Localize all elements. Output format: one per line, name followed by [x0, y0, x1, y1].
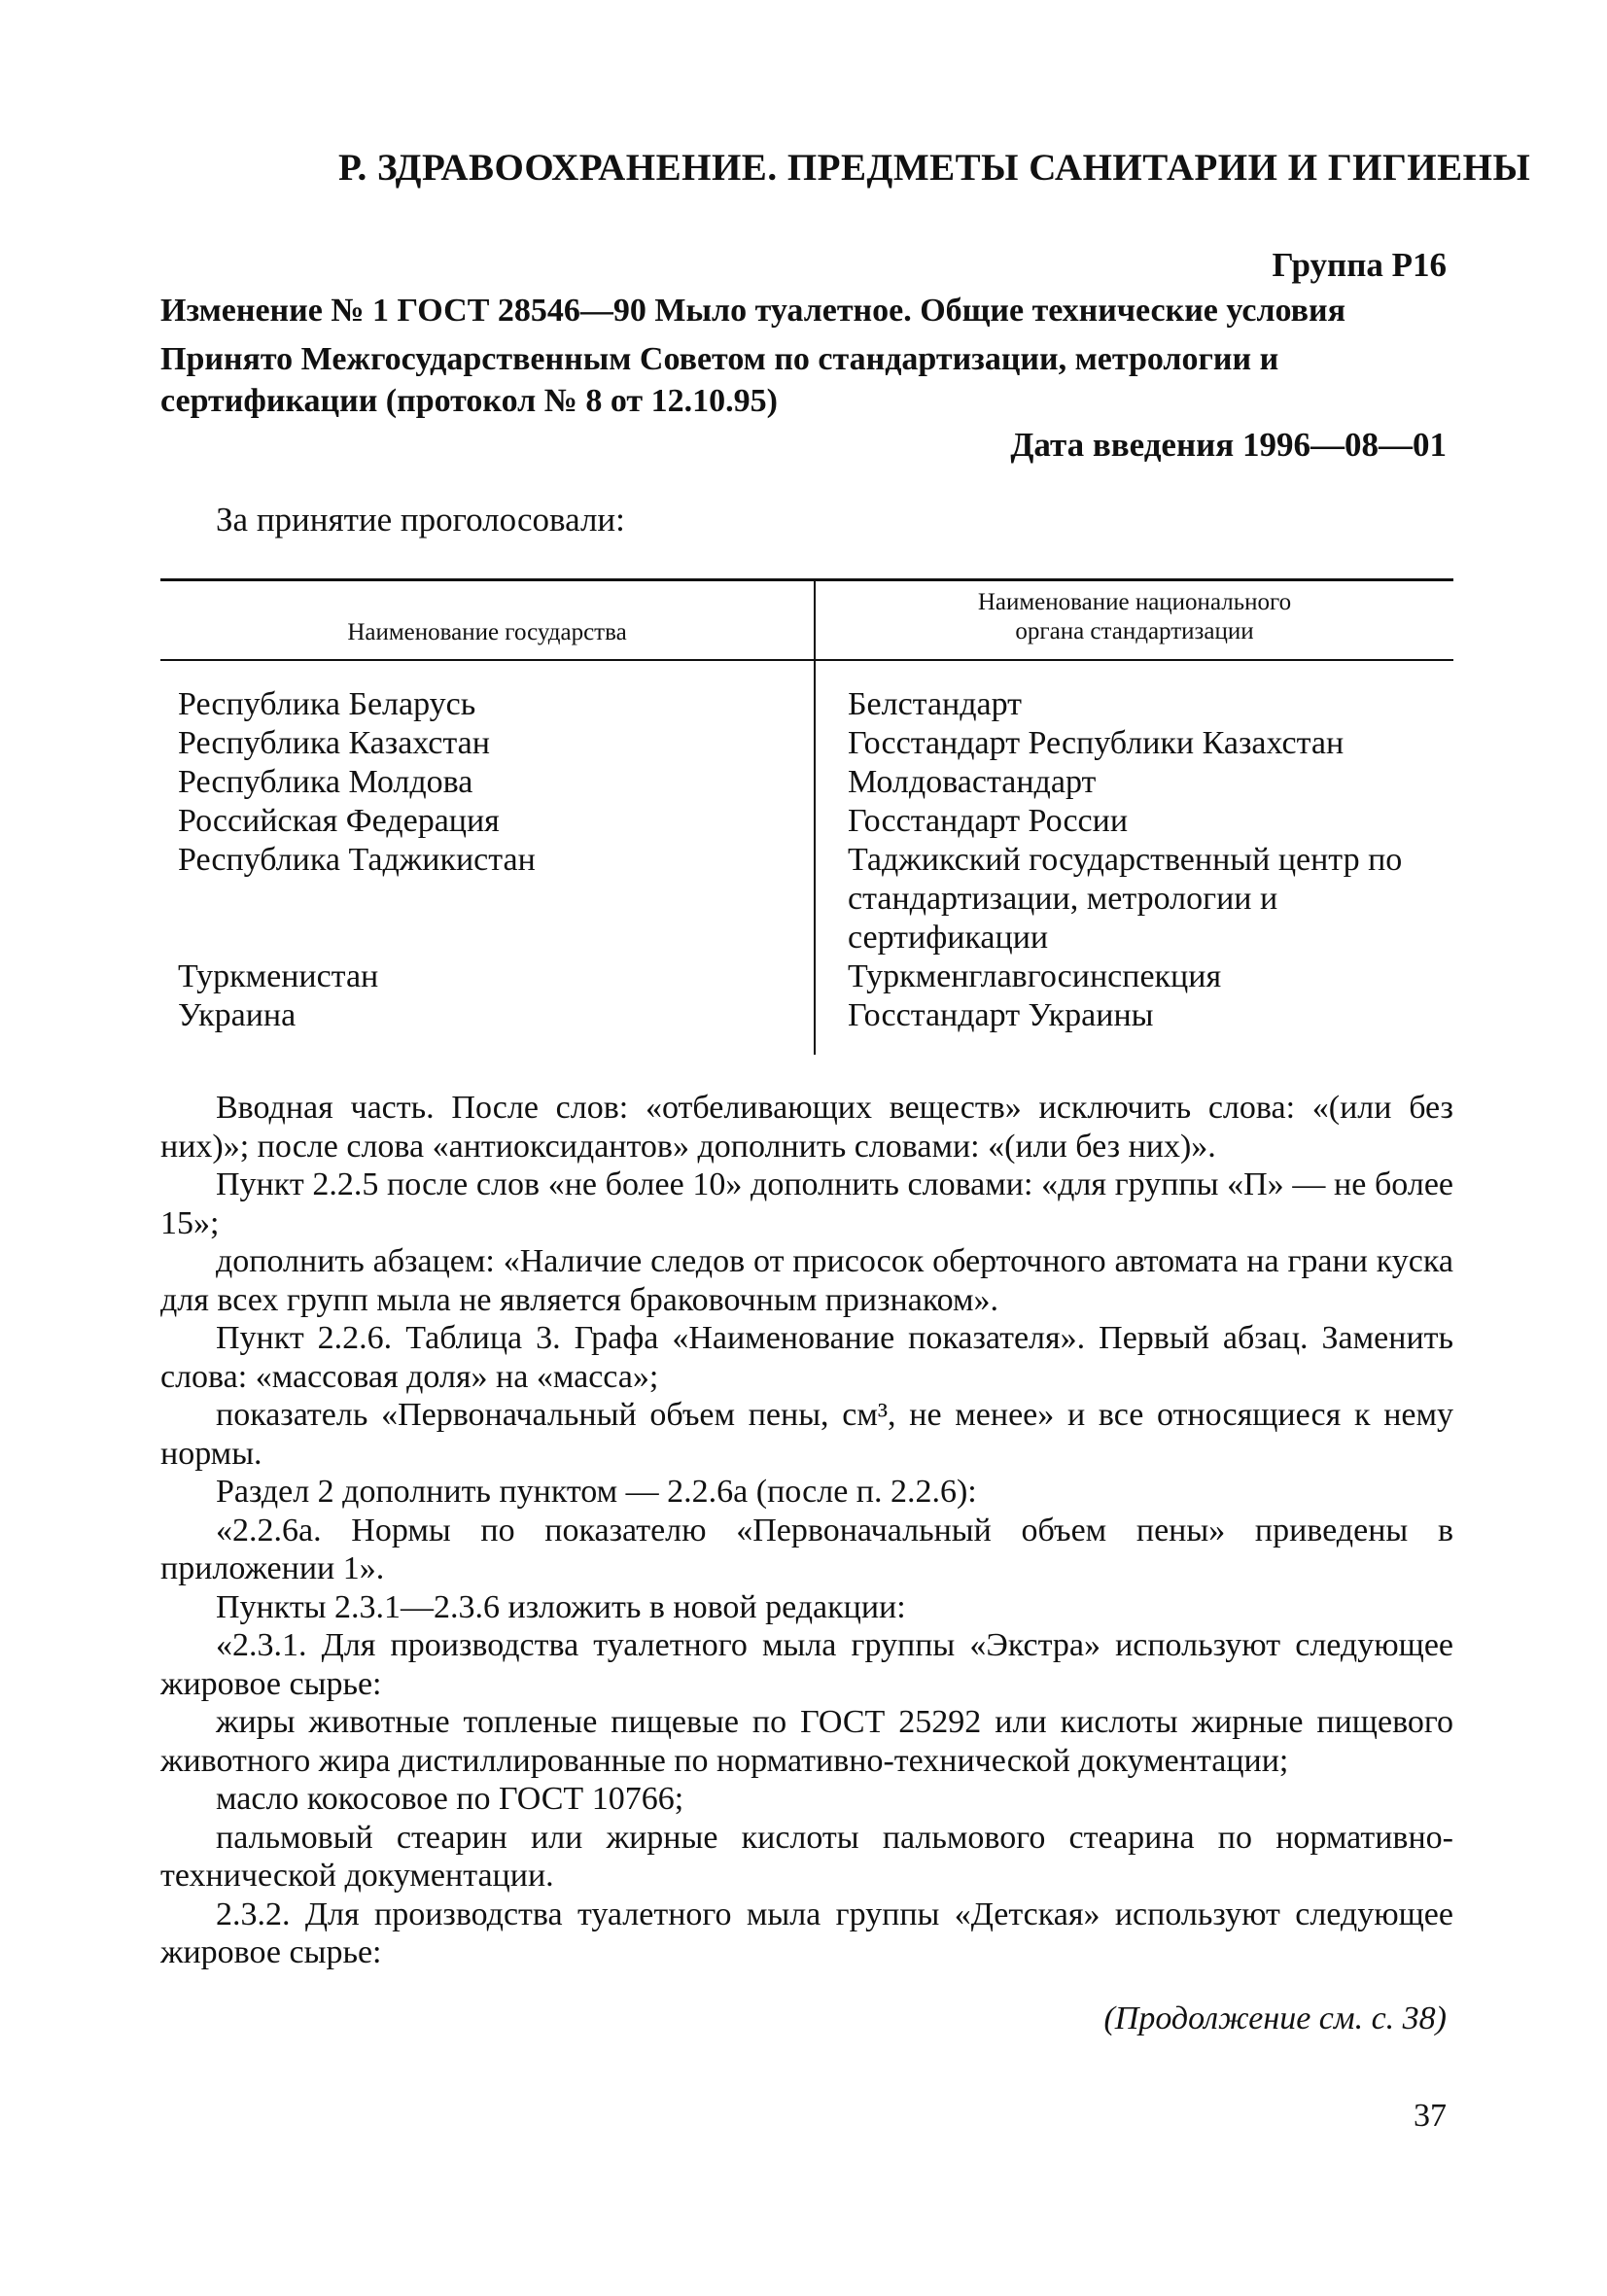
- paragraph: Раздел 2 дополнить пунктом — 2.2.6а (после п. 2.2.6):: [216, 1474, 977, 1510]
- adopted-statement: Принято Межгосударственным Советом по стандартизации, метрологии и сертификации (протокол № 8 от 12.10.95): [160, 341, 1279, 419]
- paragraph: показатель «Первоначальный объем пены, см³, не менее» и все относящиеся к нему нормы.: [160, 1397, 1453, 1472]
- body-cell: Таджикский государственный центр по стандартизации, метрологии и сертификации: [848, 842, 1403, 956]
- body-text: [160, 1089, 1453, 1972]
- continuation-note: (Продолжение см. с. 38): [1103, 2000, 1447, 2036]
- section-title: Р. ЗДРАВООХРАНЕНИЕ. ПРЕДМЕТЫ САНИТАРИИ И ГИГИЕНЫ: [338, 147, 1531, 189]
- column-header-body-line1: Наименование национального: [977, 589, 1292, 615]
- body-cell: Госстандарт Республики Казахстан: [848, 725, 1345, 761]
- state-cell: Республика Молдова: [178, 764, 473, 800]
- paragraph: дополнить абзацем: «Наличие следов от присосок оберточного автомата на грани куска для всех групп мыла не является браковочным признаком».: [160, 1243, 1453, 1318]
- paragraph: Вводная часть. После слов: «отбеливающих веществ» исключить слова: «(или без них)»; после слова «антиоксидантов» дополнить словами: «(или без них)».: [160, 1090, 1453, 1165]
- column-header-state: Наименование государства: [347, 619, 627, 645]
- paragraph: пальмовый стеарин или жирные кислоты пальмового стеарина по нормативно-технической документации.: [160, 1819, 1453, 1894]
- table-column-divider: [814, 578, 816, 1055]
- paragraph: жиры животные топленые пищевые по ГОСТ 25292 или кислоты жирные пищевого животного жира дистиллированные по нормативно-технической документации;: [160, 1704, 1453, 1779]
- body-cell: Молдовастандарт: [848, 764, 1097, 800]
- state-cell: Туркменистан: [178, 958, 379, 994]
- paragraph: масло кокосовое по ГОСТ 10766;: [216, 1781, 684, 1817]
- page-number: 37: [1414, 2098, 1447, 2134]
- state-cell: Украина: [178, 997, 297, 1033]
- state-column: [178, 685, 536, 1035]
- change-title: Изменение № 1 ГОСТ 28546—90 Мыло туалетное. Общие технические условия: [160, 293, 1346, 329]
- table-top-rule: [160, 578, 1453, 581]
- body-cell: Госстандарт России: [848, 803, 1129, 839]
- voted-label: За принятие проголосовали:: [216, 501, 625, 539]
- paragraph: 2.3.2. Для производства туалетного мыла группы «Детская» используют следующее жировое сырье:: [160, 1896, 1453, 1970]
- body-cell: Туркменглавгосинспекция: [848, 958, 1222, 994]
- column-header-body: [816, 588, 1453, 646]
- paragraph: «2.2.6а. Нормы по показателю «Первоначальный объем пены» приведены в приложении 1».: [160, 1512, 1453, 1586]
- paragraph: Пункт 2.2.5 после слов «не более 10» дополнить словами: «для группы «П» — не более 15»;: [160, 1166, 1453, 1241]
- paragraph: Пункт 2.2.6. Таблица 3. Графа «Наименование показателя». Первый абзац. Заменить слова: «массовая доля» на «масса»;: [160, 1320, 1453, 1395]
- body-cell: Белстандарт: [848, 686, 1023, 722]
- state-cell: Республика Беларусь: [178, 686, 476, 722]
- state-cell: Республика Таджикистан: [178, 842, 536, 878]
- column-header-body-line2: органа стандартизации: [1015, 618, 1254, 644]
- body-column: [848, 685, 1441, 1035]
- states-table: [160, 578, 1453, 1055]
- table-header-rule: [160, 659, 1453, 661]
- paragraph: Пункты 2.3.1—2.3.6 изложить в новой редакции:: [216, 1588, 906, 1625]
- group-code: Группа Р16: [1272, 246, 1447, 284]
- introduction-date: Дата введения 1996—08—01: [1010, 426, 1447, 464]
- state-cell: Республика Казахстан: [178, 725, 490, 761]
- paragraph: «2.3.1. Для производства туалетного мыла группы «Экстра» используют следующее жировое сырье:: [160, 1627, 1453, 1702]
- body-cell: Госстандарт Украины: [848, 997, 1154, 1033]
- state-cell: Российская Федерация: [178, 803, 500, 839]
